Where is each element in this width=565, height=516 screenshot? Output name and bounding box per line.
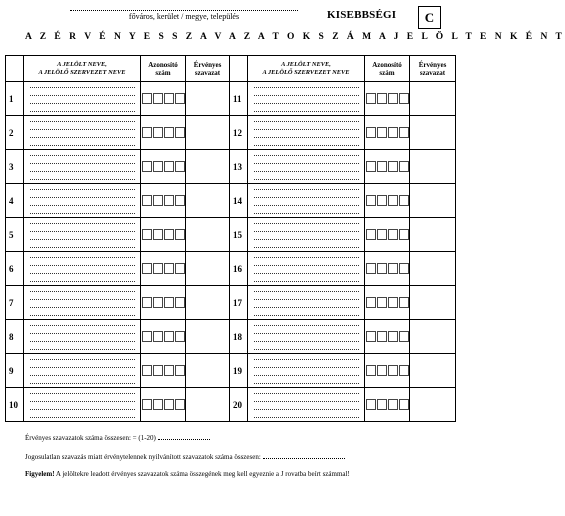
candidate-number: 10 [6,388,24,422]
table-row [6,150,456,184]
id-digit-box[interactable] [399,229,409,240]
candidate-name-field[interactable] [248,320,365,354]
id-digit-box[interactable] [142,195,152,206]
id-digit-box[interactable] [153,93,163,104]
section-title: A Z É R V É N Y E S S Z A V A Z A T O K S Z Á M A J E L Ö L T E N K É N T [25,32,565,42]
id-digit-box[interactable] [175,229,185,240]
id-digit-box[interactable] [153,365,163,376]
id-digit-box[interactable] [175,93,185,104]
section-letter-box: C [418,6,441,29]
id-digit-box[interactable] [377,399,387,410]
id-digit-box[interactable] [142,399,152,410]
id-header-right: Azonosító szám [365,56,410,82]
id-digit-box[interactable] [388,399,398,410]
id-digit-box[interactable] [175,263,185,274]
valid-votes-field[interactable] [186,184,230,218]
valid-votes-field[interactable] [410,354,456,388]
id-digit-box[interactable] [164,263,174,274]
candidate-id-field[interactable] [141,150,186,184]
candidate-number: 12 [230,116,248,150]
total-valid-line: Érvényes szavazatok száma összesen: = (1-20) [25,433,210,442]
location-fill-line[interactable] [70,4,298,11]
candidate-number: 16 [230,252,248,286]
id-digit-box[interactable] [399,127,409,138]
id-digit-box[interactable] [388,127,398,138]
candidate-id-field[interactable] [365,320,410,354]
id-digit-box[interactable] [366,127,376,138]
id-digit-box[interactable] [399,399,409,410]
id-digit-box[interactable] [142,93,152,104]
id-digit-box[interactable] [388,195,398,206]
id-digit-box[interactable] [153,331,163,342]
location-caption: főváros, kerület / megye, település [128,12,240,21]
table-row [6,184,456,218]
candidate-name-field[interactable] [248,116,365,150]
id-digit-box[interactable] [175,127,185,138]
candidate-id-field[interactable] [365,252,410,286]
table-row [6,354,456,388]
id-digit-box[interactable] [366,195,376,206]
id-header-left: Azonosító szám [141,56,186,82]
id-digit-box[interactable] [377,297,387,308]
id-digit-box[interactable] [388,263,398,274]
table-row [6,320,456,354]
id-digit-box[interactable] [153,297,163,308]
id-digit-box[interactable] [142,365,152,376]
candidate-number: 8 [6,320,24,354]
id-digit-box[interactable] [366,263,376,274]
id-digit-box[interactable] [366,229,376,240]
candidate-number: 6 [6,252,24,286]
table-row [6,116,456,150]
candidate-number: 11 [230,82,248,116]
candidate-name-field[interactable] [24,286,141,320]
candidate-name-field[interactable] [24,82,141,116]
candidate-name-field[interactable] [24,184,141,218]
id-digit-box[interactable] [142,263,152,274]
name-header-left: A JELÖLT NEVE, A JELÖLŐ SZERVEZET NEVE [24,56,141,82]
id-digit-box[interactable] [399,365,409,376]
id-digit-box[interactable] [153,161,163,172]
candidate-name-field[interactable] [24,150,141,184]
candidate-name-field[interactable] [24,116,141,150]
id-digit-box[interactable] [366,365,376,376]
id-digit-box[interactable] [366,161,376,172]
candidate-number: 19 [230,354,248,388]
valid-votes-field[interactable] [186,218,230,252]
table-row [6,252,456,286]
invalid-votes-field[interactable] [263,452,345,459]
id-digit-box[interactable] [399,93,409,104]
id-digit-box[interactable] [399,297,409,308]
candidate-number: 7 [6,286,24,320]
table-row [6,218,456,252]
candidate-id-field[interactable] [365,354,410,388]
id-digit-box[interactable] [164,229,174,240]
candidate-id-field[interactable] [365,286,410,320]
candidate-name-field[interactable] [24,354,141,388]
candidate-id-field[interactable] [365,82,410,116]
candidate-name-field[interactable] [248,252,365,286]
candidate-number: 20 [230,388,248,422]
id-digit-box[interactable] [164,365,174,376]
valid-votes-field[interactable] [410,388,456,422]
id-digit-box[interactable] [164,127,174,138]
candidate-id-field[interactable] [141,286,186,320]
id-digit-box[interactable] [366,331,376,342]
valid-votes-field[interactable] [410,184,456,218]
candidate-name-field[interactable] [248,150,365,184]
candidate-id-field[interactable] [365,218,410,252]
valid-votes-field[interactable] [410,320,456,354]
id-digit-box[interactable] [175,399,185,410]
id-digit-box[interactable] [388,229,398,240]
id-digit-box[interactable] [377,93,387,104]
name-header-right: A JELÖLT NEVE, A JELÖLŐ SZERVEZET NEVE [248,56,365,82]
valid-votes-field[interactable] [186,150,230,184]
candidate-name-field[interactable] [248,184,365,218]
id-digit-box[interactable] [366,297,376,308]
candidate-number: 9 [6,354,24,388]
id-digit-box[interactable] [164,195,174,206]
num-header-right [230,56,248,82]
valid-votes-field[interactable] [410,82,456,116]
id-digit-box[interactable] [142,127,152,138]
total-valid-field[interactable] [158,433,210,440]
candidate-number: 4 [6,184,24,218]
valid-votes-field[interactable] [410,252,456,286]
table-header-row [6,56,456,82]
candidate-number: 18 [230,320,248,354]
candidate-number: 3 [6,150,24,184]
candidate-number: 17 [230,286,248,320]
candidate-id-field[interactable] [141,116,186,150]
valid-votes-field[interactable] [186,252,230,286]
candidate-number: 13 [230,150,248,184]
id-digit-box[interactable] [175,161,185,172]
valid-header-left: Érvényes szavazat [186,56,230,82]
invalid-votes-line: Jogosulatlan szavazás miatt érvénytelennek nyilvánított szavazatok száma összesen: [25,452,345,461]
candidate-id-field[interactable] [141,320,186,354]
id-digit-box[interactable] [388,161,398,172]
category-label: KISEBBSÉGI [327,9,397,21]
candidate-id-field[interactable] [365,184,410,218]
id-digit-box[interactable] [164,331,174,342]
candidate-number: 15 [230,218,248,252]
candidate-id-field[interactable] [365,116,410,150]
id-digit-box[interactable] [377,229,387,240]
id-digit-box[interactable] [388,331,398,342]
id-digit-box[interactable] [142,229,152,240]
id-digit-box[interactable] [377,263,387,274]
candidate-id-field[interactable] [365,150,410,184]
id-digit-box[interactable] [388,365,398,376]
valid-votes-field[interactable] [186,354,230,388]
valid-votes-field[interactable] [410,116,456,150]
valid-votes-field[interactable] [186,116,230,150]
id-digit-box[interactable] [164,399,174,410]
warning-text: A jelöltekre leadott érvényes szavazatok száma összegének meg kell egyeznie a J rovatba beírt számmal! [54,470,350,478]
table-row [6,388,456,422]
candidate-name-field[interactable] [24,218,141,252]
valid-header-right: Érvényes szavazat [410,56,456,82]
candidate-name-field[interactable] [248,354,365,388]
id-digit-box[interactable] [153,399,163,410]
warning-bold: Figyelem! [25,470,55,478]
valid-votes-field[interactable] [186,388,230,422]
id-digit-box[interactable] [366,399,376,410]
candidate-name-field[interactable] [248,286,365,320]
table-row [6,82,456,116]
valid-votes-field[interactable] [410,286,456,320]
id-digit-box[interactable] [388,297,398,308]
id-digit-box[interactable] [142,297,152,308]
id-digit-box[interactable] [175,297,185,308]
candidate-id-field[interactable] [141,354,186,388]
valid-votes-field[interactable] [186,320,230,354]
id-digit-box[interactable] [399,161,409,172]
candidate-number: 14 [230,184,248,218]
candidate-name-field[interactable] [248,82,365,116]
warning-line [25,470,350,478]
id-digit-box[interactable] [399,331,409,342]
id-digit-box[interactable] [142,161,152,172]
id-digit-box[interactable] [142,331,152,342]
id-digit-box[interactable] [377,365,387,376]
id-digit-box[interactable] [175,331,185,342]
candidate-number: 2 [6,116,24,150]
valid-votes-field[interactable] [410,150,456,184]
num-header-left [6,56,24,82]
candidate-id-field[interactable] [141,388,186,422]
id-digit-box[interactable] [153,195,163,206]
valid-votes-field[interactable] [186,286,230,320]
id-digit-box[interactable] [164,297,174,308]
candidate-id-field[interactable] [365,388,410,422]
candidate-name-field[interactable] [248,388,365,422]
id-digit-box[interactable] [164,161,174,172]
id-digit-box[interactable] [399,195,409,206]
candidate-name-field[interactable] [248,218,365,252]
id-digit-box[interactable] [366,93,376,104]
valid-votes-field[interactable] [410,218,456,252]
candidate-id-field[interactable] [141,218,186,252]
id-digit-box[interactable] [399,263,409,274]
id-digit-box[interactable] [377,127,387,138]
valid-votes-field[interactable] [186,82,230,116]
candidate-name-field[interactable] [24,320,141,354]
candidate-number: 5 [6,218,24,252]
id-digit-box[interactable] [175,365,185,376]
candidates-table [5,55,456,422]
candidate-id-field[interactable] [141,252,186,286]
candidate-number: 1 [6,82,24,116]
id-digit-box[interactable] [164,93,174,104]
id-digit-box[interactable] [377,195,387,206]
id-digit-box[interactable] [153,263,163,274]
id-digit-box[interactable] [175,195,185,206]
id-digit-box[interactable] [377,331,387,342]
id-digit-box[interactable] [153,127,163,138]
id-digit-box[interactable] [377,161,387,172]
id-digit-box[interactable] [153,229,163,240]
id-digit-box[interactable] [388,93,398,104]
table-row [6,286,456,320]
candidate-id-field[interactable] [141,184,186,218]
candidate-name-field[interactable] [24,388,141,422]
candidate-id-field[interactable] [141,82,186,116]
candidate-name-field[interactable] [24,252,141,286]
